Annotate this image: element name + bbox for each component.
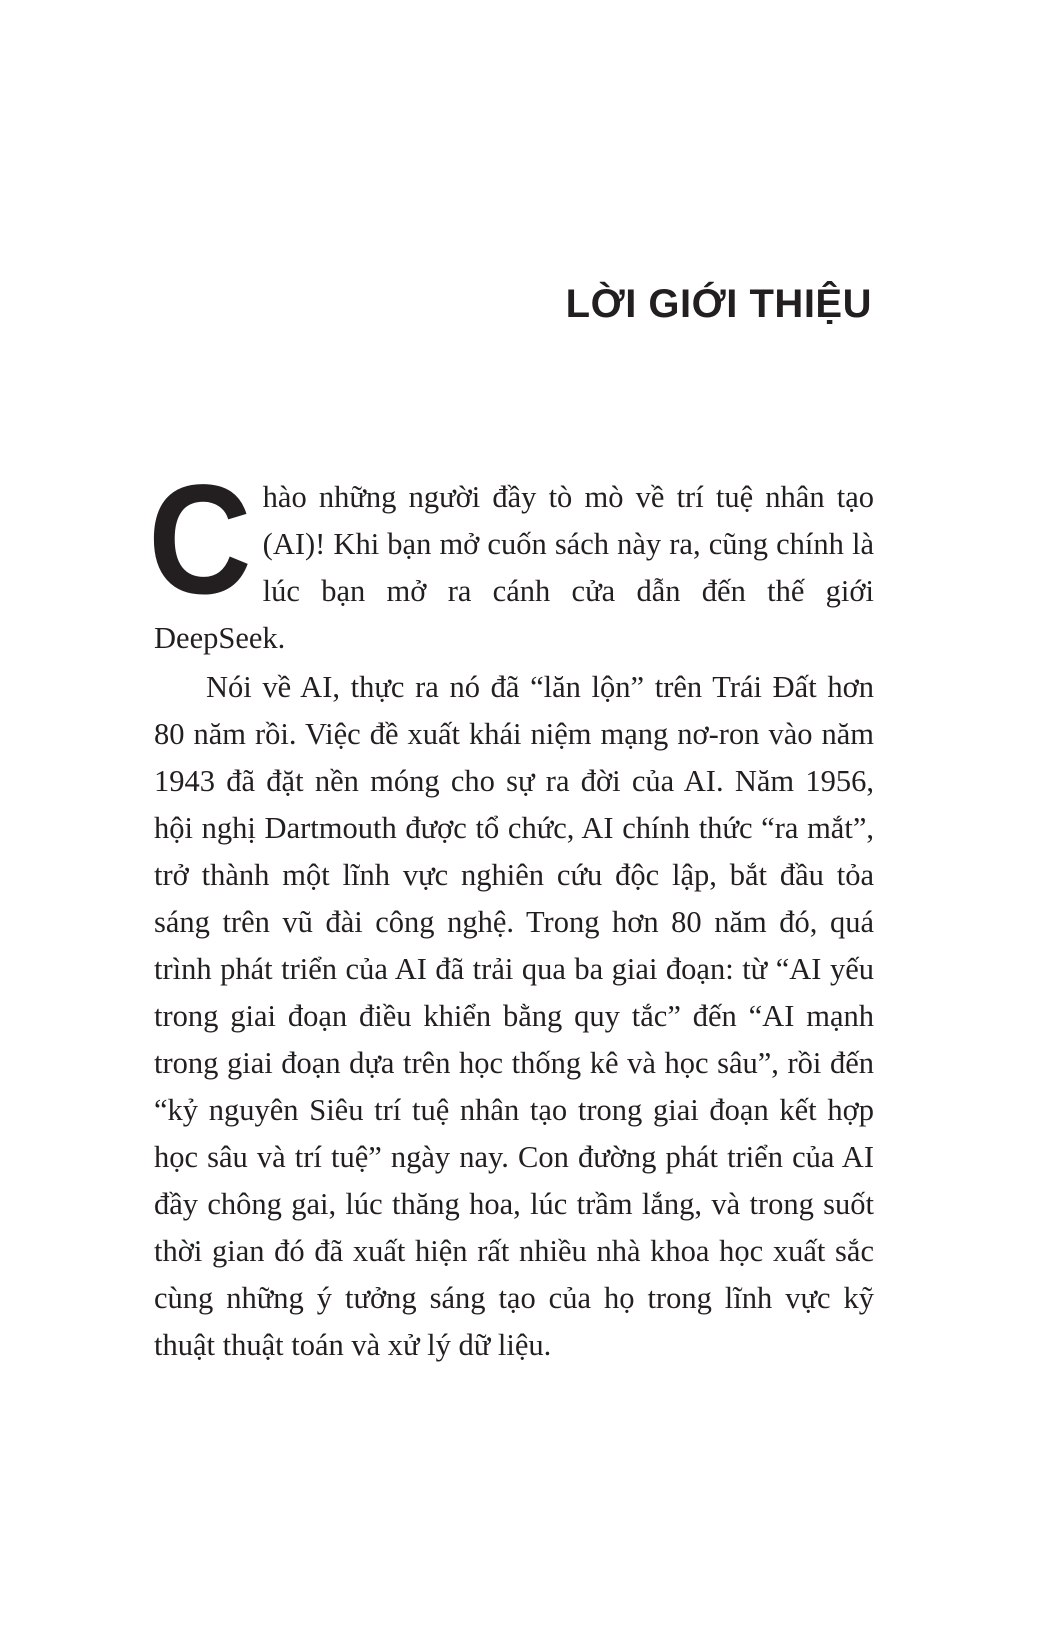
chapter-title: LỜI GIỚI THIỆU — [565, 282, 872, 326]
body-text — [148, 453, 874, 1369]
paragraph-intro — [148, 453, 874, 662]
paragraph-intro-text: hào những người đầy tò mò về trí tuệ nhân tạo (AI)! Khi bạn mở cuốn sách này ra, cũng chính là lúc bạn mở ra cánh cửa dẫn đến thế giới DeepSeek. — [154, 480, 874, 655]
paragraph-history: Nói về AI, thực ra nó đã “lăn lộn” trên Trái Đất hơn 80 năm rồi. Việc đề xuất khái niệm mạng nơ-ron vào năm 1943 đã đặt nền móng cho sự ra đời của AI. Năm 1956, hội nghị Dartmouth được tổ chức, AI chính thức “ra mắt”, trở thành một lĩnh vực nghiên cứu độc lập, bắt đầu tỏa sáng trên vũ đài công nghệ. Trong hơn 80 năm đó, quá trình phát triển của AI đã trải qua ba giai đoạn: từ “AI yếu trong giai đoạn điều khiển bằng quy tắc” đến “AI mạnh trong giai đoạn dựa trên học thống kê và học sâu”, rồi đến “kỷ nguyên Siêu trí tuệ nhân tạo trong giai đoạn kết hợp học sâu và trí tuệ” ngày nay. Con đường phát triển của AI đầy chông gai, lúc thăng hoa, lúc trầm lắng, và trong suốt thời gian đó đã xuất hiện rất nhiều nhà khoa học xuất sắc cùng những ý tưởng sáng tạo của họ trong lĩnh vực kỹ thuật thuật toán và xử lý dữ liệu. — [154, 670, 874, 1362]
drop-cap: C — [148, 453, 248, 627]
